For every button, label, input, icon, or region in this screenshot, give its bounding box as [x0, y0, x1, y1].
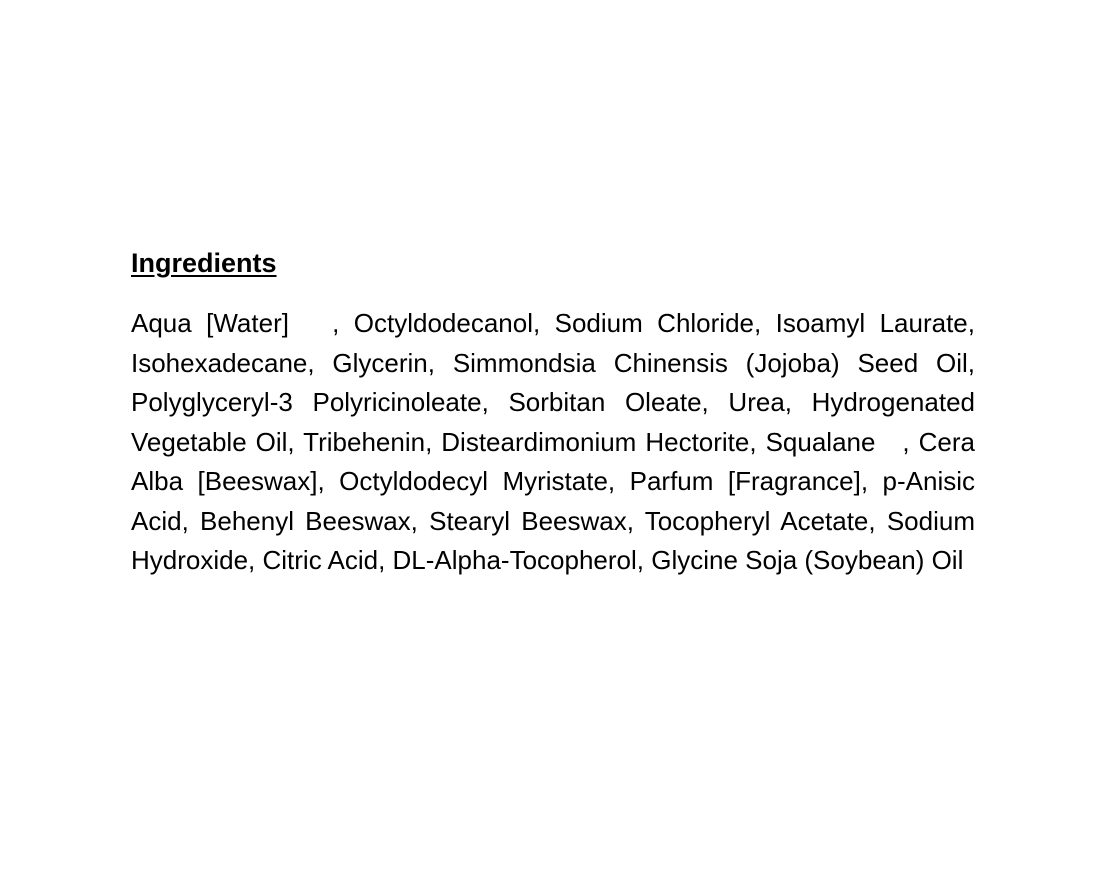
ingredients-heading: Ingredients — [131, 248, 277, 278]
ingredients-list: Aqua [Water] , Octyldodecanol, Sodium Chloride, Isoamyl Laurate, Isohexadecane, Glycerin, Simmondsia Chinensis (Jojoba) Seed Oil, Polyglyceryl-3 Polyricinoleate, Sorbitan Oleate, Urea, Hydrogenated Vegetable Oil, Tribehenin, Disteardimonium Hectorite, Squalane , Cera Alba [Beeswax], Octyldodecyl Myristate, Parfum [Fragrance], p-Anisic Acid, Behenyl Beeswax, Stearyl Beeswax, Tocopheryl Acetate, Sodium Hydroxide, Citric Acid, DL-Alpha-Tocopherol, Glycine Soja (Soybean) Oil — [131, 308, 975, 575]
document-body — [131, 246, 975, 581]
